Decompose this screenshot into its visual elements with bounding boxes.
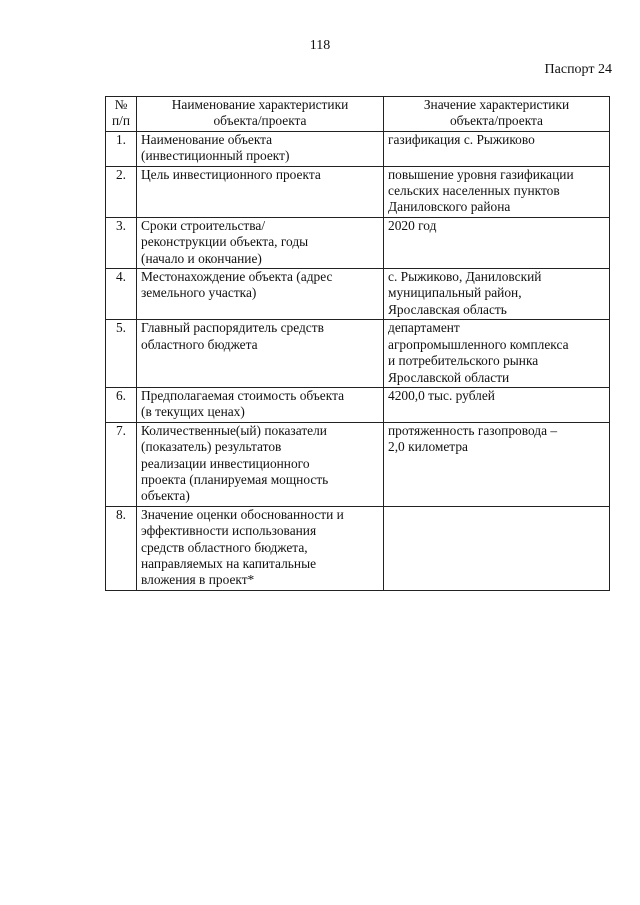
passport-label: Паспорт 24 <box>544 62 612 77</box>
row-characteristic: Местонахождение объекта (адрес земельного участка) <box>137 269 384 320</box>
row-characteristic: Значение оценки обоснованности и эффективности использования средств областного бюджета, направляемых на капитальные вложения в проект* <box>137 506 384 590</box>
table-row <box>106 422 610 506</box>
row-value: газификация с. Рыжиково <box>384 131 610 166</box>
row-value: протяженность газопровода – 2,0 километра <box>384 422 610 506</box>
row-number: 8. <box>106 506 137 590</box>
row-characteristic: Предполагаемая стоимость объекта (в текущих ценах) <box>137 387 384 422</box>
row-value: 4200,0 тыс. рублей <box>384 387 610 422</box>
row-number: 7. <box>106 422 137 506</box>
row-number: 5. <box>106 320 137 388</box>
row-value: 2020 год <box>384 217 610 268</box>
table-row <box>106 217 610 268</box>
table-row <box>106 320 610 388</box>
row-characteristic: Цель инвестиционного проекта <box>137 166 384 217</box>
table-header-row <box>106 97 610 132</box>
passport-table <box>105 96 610 591</box>
row-number: 6. <box>106 387 137 422</box>
page-number: 118 <box>309 38 331 53</box>
row-number: 4. <box>106 269 137 320</box>
table-row <box>106 269 610 320</box>
table-row <box>106 131 610 166</box>
row-value <box>384 506 610 590</box>
header-value: Значение характеристики объекта/проекта <box>384 97 610 132</box>
row-value: повышение уровня газификации сельских населенных пунктов Даниловского района <box>384 166 610 217</box>
row-characteristic: Количественные(ый) показатели (показатель) результатов реализации инвестиционного проекта (планируемая мощность объекта) <box>137 422 384 506</box>
row-value: департамент агропромышленного комплекса и потребительского рынка Ярославской области <box>384 320 610 388</box>
table-row <box>106 506 610 590</box>
row-number: 1. <box>106 131 137 166</box>
row-number: 2. <box>106 166 137 217</box>
row-characteristic: Наименование объекта (инвестиционный проект) <box>137 131 384 166</box>
row-characteristic: Главный распорядитель средств областного бюджета <box>137 320 384 388</box>
row-value: с. Рыжиково, Даниловский муниципальный район, Ярославская область <box>384 269 610 320</box>
row-characteristic: Сроки строительства/ реконструкции объекта, годы (начало и окончание) <box>137 217 384 268</box>
header-name: Наименование характеристики объекта/проекта <box>137 97 384 132</box>
table-row <box>106 387 610 422</box>
table-row <box>106 166 610 217</box>
row-number: 3. <box>106 217 137 268</box>
header-num: № п/п <box>106 97 137 132</box>
